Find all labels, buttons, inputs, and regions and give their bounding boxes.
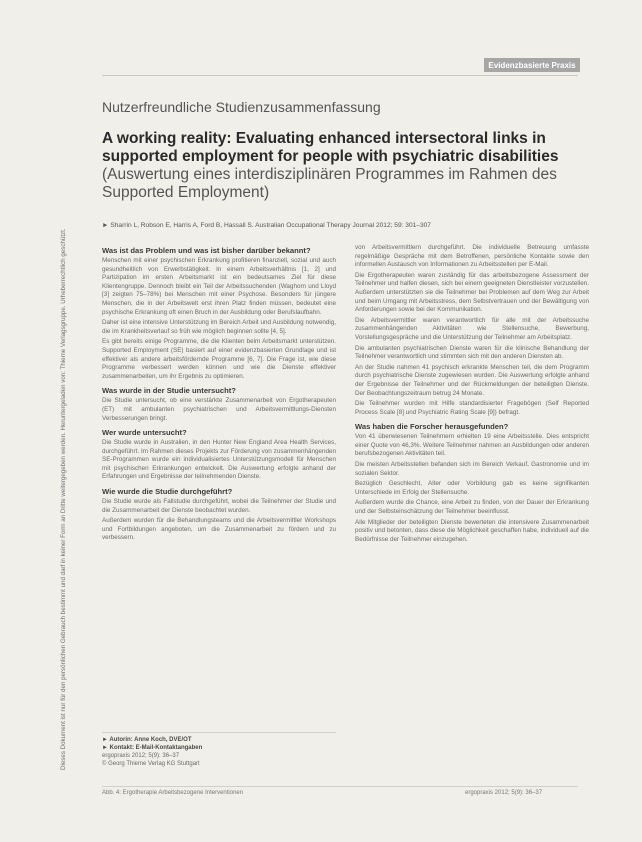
- paper-subtitle: (Auswertung eines interdisziplinären Programmes im Rahmen des Supported Employment): [102, 166, 557, 201]
- footer-left: Abb. 4: Ergotherapie Arbeitsbezogene Interventionen: [102, 790, 244, 796]
- body-paragraph: Menschen mit einer psychischen Erkrankung profitieren finanziell, sozial und auch gesundheitlich von Erwerbstätigkeit. In einem Arbeitsverhältnis [1, 2] und Partizipation im ersten Arbeitsmarkt ist ein bedeutsames Ziel für diese Klientengruppe. Dennoch bleibt ein Teil der Arbeitssuchenden (Waghorn und Lloyd [3] zeigten 75–78%) bei Menschen mit einer Psychose. Besonders für jüngere Menschen, die in der Arbeitswelt erst ihren Platz finden müssen, bedeutet eine psychische Erkrankung oft einen Bruch in der Ausbildung oder Berufslaufbahn.: [102, 257, 336, 316]
- section-title: Nutzerfreundliche Studienzusammenfassung: [102, 99, 381, 115]
- body-paragraph: Die Ergotherapeuten waren zuständig für das arbeitsbezogene Assessment der Teilnehmer und halfen diesen, sich bei einem geeigneten Dienstleister vorzustellen. Außerdem unterstützten sie die Teilnehmer bei Problemen auf dem Weg zur Arbeit und beim Umgang mit Arbeitsstress, dem Selbstvertrauen und der Bewältigung von Anforderungen sowie bei der Kommunikation.: [355, 271, 589, 314]
- author-box: [102, 732, 336, 768]
- contact-line: ► Kontakt: E-Mail-Kontaktangaben: [102, 745, 203, 751]
- section-heading: Was ist das Problem und was ist bisher darüber bekannt?: [102, 246, 311, 255]
- header-rule: [102, 75, 578, 76]
- copyright-line: © Georg Thieme Verlag KG Stuttgart: [102, 761, 200, 767]
- source-line: ergopraxis 2012; 5(9): 36–37: [102, 753, 180, 759]
- footer-right: ergopraxis 2012; 5(9): 36–37: [465, 790, 543, 796]
- body-paragraph: von Arbeitsvermittlern durchgeführt. Die individuelle Betreuung umfasste regelmäßige Gespräche mit dem Betroffenen, persönliche Kontakte sowie den informellen Austausch von Informationen zu Arbeitsstellen per E-Mail.: [355, 244, 589, 269]
- paper-title-block: [102, 130, 587, 202]
- author-line: ► Autorin: Anne Koch, DVE/OT: [102, 737, 192, 743]
- section-heading: Wer wurde untersucht?: [102, 428, 187, 438]
- section-heading: Wie wurde die Studie durchgeführt?: [102, 487, 233, 497]
- section-heading: Was wurde in der Studie untersucht?: [102, 386, 236, 396]
- body-paragraph: Die Teilnehmer wurden mit Hilfe standardisierter Fragebögen (Self Reported Process Scale [8] und Psychiatric Rating Scale [9]) befragt.: [355, 400, 589, 416]
- section-badge: Evidenzbasierte Praxis: [484, 58, 580, 72]
- side-copyright-note: Dieses Dokument ist nur für den persönlichen Gebrauch bestimmt und darf in keiner Form an Dritte weitergegeben werden. Heruntergeladen von: Thieme Verlagsgruppe. Urheberrechtlich geschützt.: [60, 228, 67, 770]
- body-paragraph: Bezüglich Geschlecht, Alter oder Vorbildung gab es keine signifikanten Unterschiede im Erfolg der Stellensuche.: [355, 480, 589, 496]
- body-paragraph: Die Studie untersucht, ob eine verstärkte Zusammenarbeit von Ergotherapeuten (ET) mit ambulanten psychiatrischen und Arbeitsvermittlungs-Diensten Verbesserungen bringt.: [102, 397, 336, 422]
- left-column: [102, 241, 336, 545]
- body-paragraph: Die Studie wurde in Australien, in den Hunter New England Area Health Services, durchgeführt. Im Rahmen dieses Projekts zur Förderung von zusammenhängenden SE-Programmen wurde ein individualisiertes Unterstützungsmodell für Menschen mit psychischen Erkrankungen entwickelt. Die Auswertung erfolgte anhand der Erfahrungen und Ergebnisse der teilnehmenden Dienste.: [102, 439, 336, 481]
- body-paragraph: Die ambulanten psychiatrischen Dienste waren für die klinische Behandlung der Teilnehmer verantwortlich und stimmten sich mit den anderen Diensten ab.: [355, 344, 589, 361]
- section-heading: Was haben die Forscher herausgefunden?: [355, 422, 509, 432]
- body-paragraph: Es gibt bereits einige Programme, die die Klienten beim Arbeitsmarkt unterstützen. Supported Employment (SE) basiert auf einer evidenzbasierten Grundlage und ist effektiver als andere arbeitsfördernde Programme [6, 7]. Die Frage ist, wie diese Programme verbessert werden können und wie die Dienste effektiver zusammenarbeiten, um ihr Ergebnis zu optimieren.: [102, 338, 336, 380]
- body-paragraph: Alle Mitglieder der beteiligten Dienste bewerteten die intensivere Zusammenarbeit positiv und betonten, dass diese die Möglichkeit geschaffen habe, individuell auf die Bedürfnisse der Teilnehmer einzugehen.: [355, 518, 589, 543]
- body-paragraph: An der Studie nahmen 41 psychisch erkrankte Menschen teil, die dem Programm durch psychiatrische Dienste zugewiesen wurden. Die Auswertung erfolgte anhand der Ergebnisse der Teilnehmer und der Rückmeldungen der beteiligten Dienste. Der Beobachtungszeitraum betrug 24 Monate.: [355, 363, 589, 397]
- right-column: [355, 244, 589, 546]
- citation: ► Sharrin L, Robson E, Harris A, Ford B, Hassall S. Australian Occupational Therapy Journal 2012; 59: 301–307: [102, 222, 431, 229]
- body-paragraph: Die meisten Arbeitsstellen befanden sich im Bereich Verkauf, Gastronomie und im sozialen Sektor.: [355, 461, 589, 477]
- body-paragraph: Außerdem wurden für die Behandlungsteams und die Arbeitsvermittler Workshops und Fortbildungen angeboten, um die Zusammenarbeit zu fördern und zu verbessern.: [102, 517, 336, 542]
- footer-rule: [102, 786, 578, 787]
- body-paragraph: Daher ist eine intensive Unterstützung im Bereich Arbeit und Ausbildung notwendig, die im Krankheitsverlauf so früh wie möglich beginnen sollte [4, 5].: [102, 319, 336, 335]
- body-paragraph: Die Arbeitsvermittler waren verantwortlich für alle mit der Arbeitssuche zusammenhängenden Aktivitäten wie Stellensuche, Bewerbung, Vorstellungsgespräche und die Unterstützung der Teilnehmer am Arbeitsplatz.: [355, 316, 589, 341]
- body-paragraph: Die Studie wurde als Fallstudie durchgeführt, wobei die Teilnehmer der Studie und die Zusammenarbeit der Dienste beobachtet wurden.: [102, 498, 336, 514]
- paper-title: A working reality: Evaluating enhanced intersectoral links in supported employment for people with psychiatric disabilities: [102, 130, 559, 165]
- body-paragraph: Außerdem wurde die Chance, eine Arbeit zu finden, von der Dauer der Erkrankung und der Selbsteinschätzung der Teilnehmer beeinflusst.: [355, 499, 589, 516]
- body-paragraph: Von 41 überwiesenen Teilnehmern erhielten 19 eine Arbeitsstelle. Dies entspricht einer Quote von 46,3%. Weitere Teilnehmer nahmen an Ausbildungen oder anderen berufsbezogenen Aktivitäten teil.: [355, 433, 589, 458]
